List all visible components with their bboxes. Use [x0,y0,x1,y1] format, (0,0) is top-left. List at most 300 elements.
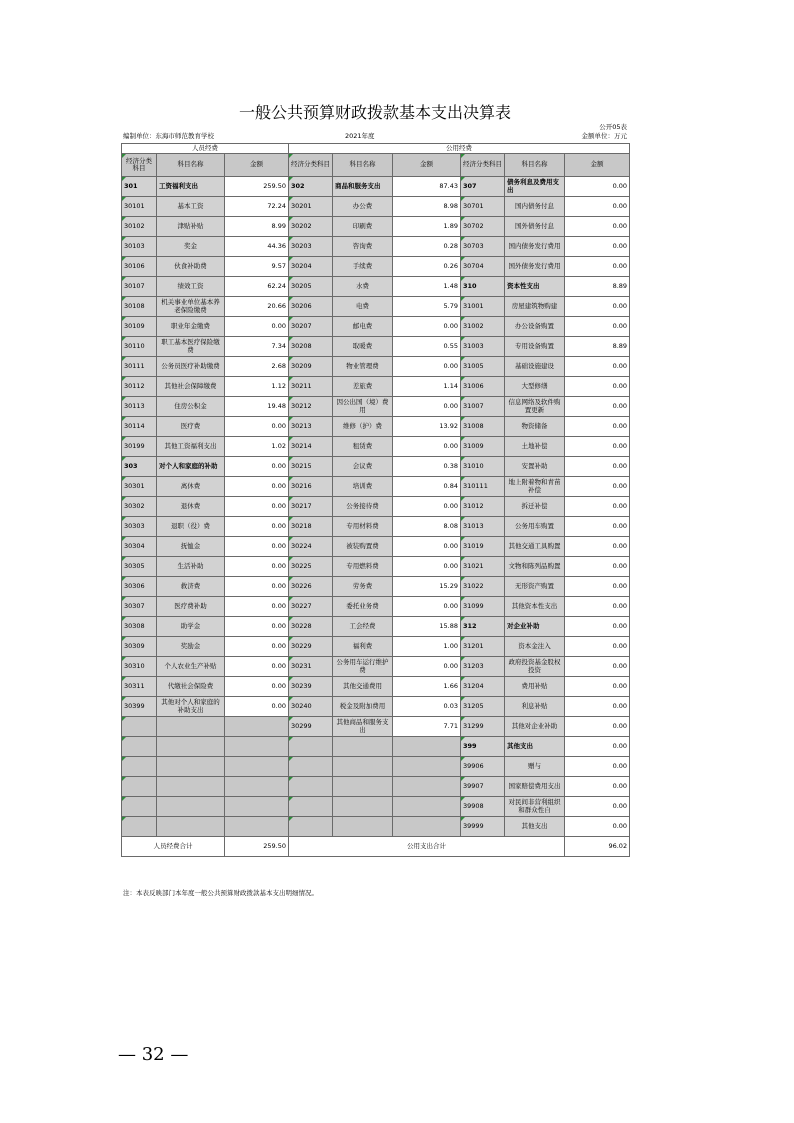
item-name: 基础设施建设 [505,357,565,377]
item-amount: 0.00 [225,617,289,637]
item-name: 电费 [333,297,393,317]
item-name: 公务员医疗补助缴费 [157,357,225,377]
item-code: 30229 [289,637,333,657]
item-code: 31099 [461,597,505,617]
item-name: 伙食补助费 [157,257,225,277]
item-code: 30101 [122,197,157,217]
item-amount: 0.00 [225,677,289,697]
item-amount: 0.00 [565,697,630,717]
table-row [122,457,630,477]
item-code: 30301 [122,477,157,497]
item-name: 个人农业生产补贴 [157,657,225,677]
item-amount: 44.36 [225,237,289,257]
item-code: 30702 [461,217,505,237]
item-code: 31299 [461,717,505,737]
table-row [122,297,630,317]
item-code: 312 [461,617,505,637]
item-amount [225,757,289,777]
item-amount: 0.00 [225,597,289,617]
item-name: 国外债务发行费用 [505,257,565,277]
item-code: 30231 [289,657,333,677]
item-code: 31013 [461,517,505,537]
item-code: 30308 [122,617,157,637]
item-amount: 0.00 [565,357,630,377]
table-row [122,477,630,497]
item-name: 公务用车购置 [505,517,565,537]
item-name [333,817,393,837]
item-code [289,757,333,777]
header-amount: 金额 [565,154,630,177]
item-amount: 0.00 [565,617,630,637]
item-amount: 0.00 [225,497,289,517]
item-code: 30202 [289,217,333,237]
item-code [122,757,157,777]
item-name: 退职（役）费 [157,517,225,537]
item-code: 31006 [461,377,505,397]
item-code: 31019 [461,537,505,557]
item-code [289,737,333,757]
item-code: 31002 [461,317,505,337]
money-unit: 金额单位：万元 [581,132,627,140]
item-code: 30227 [289,597,333,617]
item-amount: 0.00 [565,557,630,577]
public-total-value: 96.02 [565,837,630,857]
fiscal-year: 2021年度 [345,132,375,140]
item-amount: 0.00 [565,497,630,517]
item-code: 39999 [461,817,505,837]
item-amount: 0.00 [393,397,461,417]
item-name: 医疗费 [157,417,225,437]
table-row [122,497,630,517]
item-name: 对个人和家庭的补助 [157,457,225,477]
item-name: 办公设备购置 [505,317,565,337]
item-name: 机关事业单位基本养老保险缴费 [157,297,225,317]
table-row [122,237,630,257]
personnel-total-value: 259.50 [225,837,289,857]
item-code: 31009 [461,437,505,457]
item-amount: 0.38 [393,457,461,477]
item-amount: 0.00 [393,497,461,517]
item-amount: 0.84 [393,477,461,497]
item-name: 取暖费 [333,337,393,357]
item-amount: 0.00 [565,217,630,237]
item-code: 31022 [461,577,505,597]
item-name: 其他资本性支出 [505,597,565,617]
item-amount: 1.66 [393,677,461,697]
item-name: 物业管理费 [333,357,393,377]
item-name: 差旅费 [333,377,393,397]
item-amount: 0.00 [565,437,630,457]
item-code [289,777,333,797]
item-code: 301 [122,177,157,197]
item-name: 资本金注入 [505,637,565,657]
item-code: 30199 [122,437,157,457]
table-row [122,637,630,657]
item-code: 30226 [289,577,333,597]
expenditure-table [121,143,630,857]
item-code: 30211 [289,377,333,397]
table-row [122,777,630,797]
item-name: 大型修缮 [505,377,565,397]
item-code: 31021 [461,557,505,577]
item-amount: 0.00 [565,657,630,677]
item-amount: 259.50 [225,177,289,197]
item-name: 专用设备购置 [505,337,565,357]
item-name [157,757,225,777]
item-name: 费用补贴 [505,677,565,697]
item-code: 310111 [461,477,505,497]
header-name: 科目名称 [505,154,565,177]
item-code: 30218 [289,517,333,537]
item-amount: 0.00 [393,657,461,677]
item-name: 抚恤金 [157,537,225,557]
table-note: 注：本表反映部门本年度一般公共预算财政拨款基本支出明细情况。 [123,889,318,897]
item-code: 30311 [122,677,157,697]
table-row [122,557,630,577]
table-row [122,397,630,417]
item-name: 手续费 [333,257,393,277]
item-code: 302 [289,177,333,197]
item-code: 31005 [461,357,505,377]
item-code: 30206 [289,297,333,317]
item-name: 公务接待费 [333,497,393,517]
item-amount: 8.89 [565,277,630,297]
item-amount [393,817,461,837]
item-name: 房屋建筑物购建 [505,297,565,317]
table-row [122,317,630,337]
item-amount: 15.29 [393,577,461,597]
item-amount [393,797,461,817]
item-code: 31008 [461,417,505,437]
item-name: 地上附着物和青苗补偿 [505,477,565,497]
item-name: 国外债务付息 [505,217,565,237]
item-name: 工会经费 [333,617,393,637]
item-name: 专用材料费 [333,517,393,537]
item-name: 职业年金缴费 [157,317,225,337]
item-code: 30205 [289,277,333,297]
item-amount: 0.00 [225,657,289,677]
table-row [122,417,630,437]
item-code: 30114 [122,417,157,437]
item-amount: 0.00 [565,517,630,537]
item-code: 30217 [289,497,333,517]
item-code: 30111 [122,357,157,377]
item-name: 文物和陈列品购置 [505,557,565,577]
item-amount: 0.55 [393,337,461,357]
item-name: 被装购置费 [333,537,393,557]
item-code: 30207 [289,317,333,337]
item-amount: 0.00 [565,417,630,437]
item-amount: 1.02 [225,437,289,457]
item-amount: 0.00 [565,397,630,417]
item-amount: 13.92 [393,417,461,437]
item-amount: 0.00 [565,537,630,557]
table-code: 公开05表 [599,123,627,131]
item-amount: 0.00 [565,297,630,317]
item-amount: 0.00 [393,557,461,577]
item-amount: 0.00 [393,537,461,557]
item-code: 310 [461,277,505,297]
item-code [122,777,157,797]
item-code: 307 [461,177,505,197]
item-amount: 1.48 [393,277,461,297]
item-amount: 1.14 [393,377,461,397]
item-amount: 8.08 [393,517,461,537]
item-name: 物资储备 [505,417,565,437]
item-name: 土地补偿 [505,437,565,457]
item-amount: 0.00 [565,477,630,497]
item-amount: 0.00 [565,577,630,597]
item-code [289,817,333,837]
table-row [122,357,630,377]
item-name: 绩效工资 [157,277,225,297]
table-row [122,517,630,537]
item-name: 政府投资基金股权投资 [505,657,565,677]
meta-line [121,131,629,141]
item-name: 其他社会保障缴费 [157,377,225,397]
item-name: 水费 [333,277,393,297]
header-name: 科目名称 [333,154,393,177]
item-name: 无形资产购置 [505,577,565,597]
item-amount: 0.00 [225,557,289,577]
item-amount: 0.00 [393,357,461,377]
item-code: 30239 [289,677,333,697]
item-amount: 0.26 [393,257,461,277]
item-name: 国内债务付息 [505,197,565,217]
item-name: 商品和服务支出 [333,177,393,197]
item-code: 30240 [289,697,333,717]
item-code: 30302 [122,497,157,517]
item-name: 奖金 [157,237,225,257]
item-code: 31010 [461,457,505,477]
item-name: 邮电费 [333,317,393,337]
item-name: 福利费 [333,637,393,657]
item-amount: 0.00 [225,517,289,537]
table-row [122,217,630,237]
item-name [157,717,225,737]
item-code: 30216 [289,477,333,497]
section-public: 公用经费 [289,144,630,154]
item-name [333,737,393,757]
table-row [122,657,630,677]
item-code: 303 [122,457,157,477]
item-name: 税金及附加费用 [333,697,393,717]
item-code: 30225 [289,557,333,577]
item-code: 30108 [122,297,157,317]
item-code [122,717,157,737]
item-amount: 0.28 [393,237,461,257]
item-code: 399 [461,737,505,757]
item-amount: 0.00 [225,317,289,337]
item-code: 30212 [289,397,333,417]
item-name: 租赁费 [333,437,393,457]
item-code: 30306 [122,577,157,597]
header-amount: 金额 [393,154,461,177]
item-amount: 9.57 [225,257,289,277]
item-name: 安置补助 [505,457,565,477]
header-code: 经济分类科目 [122,154,157,177]
item-name: 委托业务费 [333,597,393,617]
item-code: 30303 [122,517,157,537]
item-name: 助学金 [157,617,225,637]
item-code [122,797,157,817]
item-code: 31205 [461,697,505,717]
header-code: 经济分类科目 [289,154,333,177]
item-amount: 0.00 [393,317,461,337]
item-code: 30103 [122,237,157,257]
item-name: 公务用车运行维护费 [333,657,393,677]
table-row [122,817,630,837]
table-row [122,717,630,737]
item-amount: 0.00 [225,477,289,497]
item-amount: 0.00 [565,457,630,477]
item-amount [225,817,289,837]
item-amount: 0.00 [565,797,630,817]
item-amount: 0.00 [225,417,289,437]
item-code: 30701 [461,197,505,217]
item-amount: 20.66 [225,297,289,317]
item-name: 其他商品和服务支出 [333,717,393,737]
item-amount: 1.00 [393,637,461,657]
item-code: 30214 [289,437,333,457]
item-name: 国家赔偿费用支出 [505,777,565,797]
item-name: 职工基本医疗保险缴费 [157,337,225,357]
item-name: 因公出国（境）费用 [333,397,393,417]
item-amount: 8.98 [393,197,461,217]
table-row [122,177,630,197]
item-amount [225,777,289,797]
item-code: 30228 [289,617,333,637]
item-code [122,817,157,837]
item-amount [393,737,461,757]
item-amount: 1.12 [225,377,289,397]
item-code: 31201 [461,637,505,657]
table-row [122,537,630,557]
item-amount: 5.79 [393,297,461,317]
item-name: 资本性支出 [505,277,565,297]
table-row [122,277,630,297]
item-amount [393,777,461,797]
table-row [122,757,630,777]
item-name: 对民间非营利组织和群众性自 [505,797,565,817]
item-name: 生活补助 [157,557,225,577]
item-name: 代缴社会保险费 [157,677,225,697]
item-name [333,797,393,817]
item-name: 医疗费补助 [157,597,225,617]
table-row [122,797,630,817]
header-row [122,154,630,177]
table-row [122,677,630,697]
item-name: 国内债务发行费用 [505,237,565,257]
item-code: 30213 [289,417,333,437]
item-name [157,777,225,797]
item-code [122,737,157,757]
item-code: 30309 [122,637,157,657]
item-amount: 0.03 [393,697,461,717]
item-amount: 0.00 [565,757,630,777]
item-amount: 0.00 [565,377,630,397]
item-name: 基本工资 [157,197,225,217]
item-code: 39907 [461,777,505,797]
item-name: 会议费 [333,457,393,477]
item-code: 31012 [461,497,505,517]
header-code: 经济分类科目 [461,154,505,177]
item-name: 办公费 [333,197,393,217]
item-amount: 0.00 [565,177,630,197]
item-name: 退休费 [157,497,225,517]
item-code: 30307 [122,597,157,617]
item-code: 30208 [289,337,333,357]
public-total-label: 公用支出合计 [289,837,565,857]
item-name: 劳务费 [333,577,393,597]
table-row [122,697,630,717]
item-name [333,757,393,777]
item-amount: 0.00 [565,637,630,657]
table-row [122,597,630,617]
report-title: 一般公共预算财政拨款基本支出决算表 [238,103,511,122]
item-code: 31007 [461,397,505,417]
item-code: 30107 [122,277,157,297]
item-code: 31203 [461,657,505,677]
item-name: 离休费 [157,477,225,497]
item-name: 住房公积金 [157,397,225,417]
header-amount: 金额 [225,154,289,177]
item-code: 30112 [122,377,157,397]
item-amount: 8.99 [225,217,289,237]
totals-row [122,837,630,857]
table-row [122,257,630,277]
item-name: 其他支出 [505,737,565,757]
item-amount: 0.00 [565,197,630,217]
table-row [122,577,630,597]
item-code: 31003 [461,337,505,357]
item-amount: 0.00 [225,457,289,477]
item-code: 30204 [289,257,333,277]
item-code: 30224 [289,537,333,557]
item-name: 信息网络及软件购置更新 [505,397,565,417]
item-amount: 0.00 [565,677,630,697]
item-name [157,817,225,837]
item-amount: 0.00 [565,257,630,277]
item-name: 印刷费 [333,217,393,237]
item-code: 30102 [122,217,157,237]
compiling-unit: 编制单位：东海市师范教育学校 [123,132,214,140]
item-name: 对企业补助 [505,617,565,637]
item-amount: 0.00 [393,597,461,617]
item-code: 30304 [122,537,157,557]
item-amount: 62.24 [225,277,289,297]
item-code: 39906 [461,757,505,777]
item-name [157,737,225,757]
page-number: — 32 — [118,1044,189,1065]
item-name: 工资福利支出 [157,177,225,197]
item-code: 30299 [289,717,333,737]
item-name: 其他交通费用 [333,677,393,697]
item-code: 30201 [289,197,333,217]
item-amount [225,797,289,817]
item-code: 30305 [122,557,157,577]
item-amount [225,737,289,757]
item-amount: 0.00 [225,637,289,657]
table-row [122,337,630,357]
item-amount: 0.00 [225,697,289,717]
item-amount: 7.34 [225,337,289,357]
item-name: 专用燃料费 [333,557,393,577]
item-name: 拆迁补偿 [505,497,565,517]
item-code: 30113 [122,397,157,417]
item-name: 其他支出 [505,817,565,837]
item-amount: 0.00 [565,317,630,337]
